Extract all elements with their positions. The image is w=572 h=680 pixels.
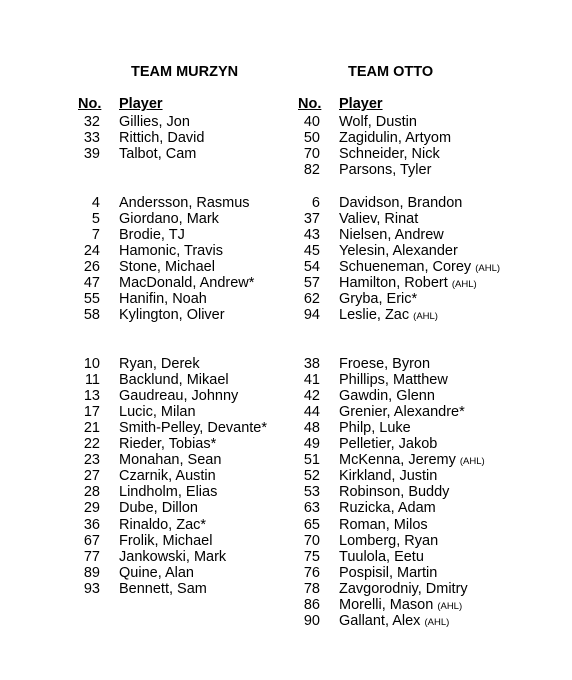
- player-name-text: Davidson, Brandon: [339, 194, 463, 211]
- player-name-text: McKenna, Jeremy: [339, 452, 456, 469]
- player-name-text: Hamilton, Robert: [339, 275, 448, 291]
- player-name: [339, 404, 465, 420]
- player-row: [78, 452, 308, 468]
- player-row: [298, 307, 528, 323]
- player-name-text: Hamonic, Travis: [119, 242, 223, 259]
- player-name: [119, 307, 225, 323]
- player-row: [78, 484, 308, 500]
- player-number: 21: [83, 419, 100, 436]
- player-row: [78, 533, 308, 549]
- player-name: [339, 307, 438, 325]
- player-name: [119, 549, 226, 565]
- player-name: [339, 468, 437, 484]
- player-name: [339, 114, 417, 130]
- player-number: 29: [83, 500, 100, 517]
- player-name-text: Rittich, David: [119, 130, 205, 147]
- player-number: 57: [303, 275, 320, 291]
- player-row: [78, 372, 308, 388]
- player-number: 65: [303, 516, 320, 533]
- player-row: [78, 468, 308, 484]
- player-number: 32: [83, 114, 100, 130]
- player-number: 11: [84, 371, 100, 388]
- player-name-text: Gillies, Jon: [119, 114, 190, 130]
- player-name-text: Morelli, Mason: [339, 597, 434, 613]
- player-row: [78, 307, 308, 323]
- player-number: 27: [83, 468, 100, 485]
- player-name-text: Rieder, Tobias*: [119, 436, 217, 452]
- player-number: 70: [303, 146, 320, 163]
- player-name-text: Smith-Pelley, Devante*: [119, 419, 268, 436]
- player-number: 70: [303, 532, 320, 549]
- player-row: [78, 404, 308, 420]
- player-name: [119, 275, 254, 291]
- player-name-text: Philp, Luke: [339, 419, 411, 436]
- player-name-text: Gaudreau, Johnny: [119, 387, 239, 404]
- player-name-text: Tuulola, Eetu: [339, 548, 424, 565]
- player-number: 7: [91, 226, 100, 243]
- player-name-text: Nielsen, Andrew: [339, 226, 444, 243]
- player-name: [339, 436, 437, 452]
- player-name: [339, 227, 444, 243]
- ahl-tag: (AHL): [459, 456, 485, 468]
- player-number: 94: [303, 307, 320, 324]
- player-row: [78, 356, 308, 372]
- player-number: 44: [303, 403, 320, 420]
- player-name: [339, 533, 438, 549]
- player-row: [78, 211, 308, 227]
- player-row: [298, 452, 528, 468]
- player-name-text: Phillips, Matthew: [339, 371, 448, 388]
- player-name-text: Monahan, Sean: [119, 452, 222, 469]
- player-name-text: Hanifin, Noah: [119, 291, 207, 308]
- player-name-text: Zagidulin, Artyom: [339, 130, 452, 147]
- player-row: [298, 291, 528, 307]
- player-number: 5: [91, 210, 100, 227]
- player-row: [298, 259, 528, 275]
- player-name-text: Brodie, TJ: [119, 226, 185, 243]
- player-row: [298, 372, 528, 388]
- player-name: [119, 581, 207, 597]
- player-name-text: Grenier, Alexandre*: [339, 403, 465, 420]
- player-number: 90: [303, 613, 320, 630]
- player-name: [119, 484, 217, 500]
- player-number: 23: [83, 452, 100, 469]
- player-number: 75: [303, 548, 320, 565]
- player-name-text: Leslie, Zac: [339, 307, 410, 324]
- player-name: [119, 452, 221, 468]
- player-name: [339, 388, 435, 404]
- player-name-text: Backlund, Mikael: [119, 371, 229, 388]
- ahl-tag: (AHL): [437, 601, 463, 612]
- player-row: [298, 565, 528, 581]
- player-name-text: Andersson, Rasmus: [119, 194, 250, 211]
- player-name-text: Lucic, Milan: [119, 403, 196, 420]
- team-otto-roster: [298, 0, 528, 680]
- player-name: [119, 372, 229, 388]
- player-name-text: Rinaldo, Zac*: [119, 516, 207, 533]
- player-number: 42: [303, 387, 320, 404]
- player-name-text: Zavgorodniy, Dmitry: [339, 580, 468, 597]
- player-name-text: Quine, Alan: [119, 564, 194, 581]
- team-otto-title: TEAM OTTO: [348, 64, 434, 80]
- player-number: 76: [303, 564, 320, 581]
- number-column-header: No.: [298, 96, 322, 112]
- player-row: [78, 275, 308, 291]
- player-row: [78, 581, 308, 597]
- player-row: [78, 291, 308, 307]
- player-number: 28: [83, 484, 100, 501]
- player-name: [119, 227, 185, 243]
- player-row: [298, 275, 528, 291]
- player-row: [298, 356, 528, 372]
- player-row: [298, 468, 528, 484]
- player-number: 49: [303, 436, 320, 452]
- player-name: [119, 356, 200, 372]
- player-name-text: Giordano, Mark: [119, 210, 219, 227]
- player-number: 13: [83, 387, 100, 404]
- player-name: [119, 436, 216, 452]
- player-name-text: Pospisil, Martin: [339, 564, 438, 581]
- player-name-text: Ryan, Derek: [119, 355, 200, 372]
- player-row: [298, 114, 528, 130]
- player-name-text: Bennett, Sam: [119, 580, 207, 597]
- player-row: [298, 533, 528, 549]
- player-name: [119, 565, 194, 581]
- player-number: 24: [83, 242, 100, 259]
- player-number: 45: [303, 242, 320, 259]
- player-name-text: Parsons, Tyler: [339, 162, 432, 179]
- player-number: 93: [83, 580, 100, 597]
- ahl-tag: (AHL): [424, 617, 450, 629]
- player-row: [78, 146, 308, 162]
- player-number: 41: [303, 371, 320, 388]
- player-name: [119, 468, 216, 484]
- player-number: 89: [83, 564, 100, 581]
- team-murzyn-roster: [78, 0, 308, 680]
- player-row: [298, 227, 528, 243]
- player-name: [119, 130, 204, 146]
- player-name-text: Valiev, Rinat: [339, 210, 419, 227]
- player-name-text: Schneider, Nick: [339, 146, 440, 163]
- player-row: [78, 243, 308, 259]
- player-number: 63: [303, 500, 320, 517]
- player-name: [339, 146, 440, 162]
- number-column-header: No.: [78, 96, 102, 112]
- player-number: 33: [83, 130, 100, 147]
- player-number: 54: [303, 258, 320, 275]
- player-number: 39: [83, 146, 100, 163]
- player-name: [119, 533, 212, 549]
- player-name: [339, 565, 437, 581]
- player-name: [339, 484, 449, 500]
- player-name-text: Jankowski, Mark: [119, 548, 227, 565]
- player-row: [298, 388, 528, 404]
- player-number: 43: [303, 226, 320, 243]
- player-row: [298, 195, 528, 211]
- player-name: [339, 291, 417, 307]
- player-row: [298, 146, 528, 162]
- player-name-text: Wolf, Dustin: [339, 114, 417, 130]
- player-name-text: Lomberg, Ryan: [339, 532, 439, 549]
- player-name: [339, 372, 448, 388]
- player-name: [119, 388, 238, 404]
- player-name: [119, 211, 219, 227]
- player-row: [78, 565, 308, 581]
- player-number: 22: [83, 436, 100, 452]
- player-row: [78, 130, 308, 146]
- player-name-text: Talbot, Cam: [119, 146, 197, 163]
- player-name-text: Stone, Michael: [119, 258, 215, 275]
- ahl-tag: (AHL): [475, 262, 501, 274]
- player-number: 50: [303, 130, 320, 147]
- player-number: 4: [91, 194, 100, 211]
- player-number: 77: [83, 548, 100, 565]
- player-row: [298, 211, 528, 227]
- player-column-header: Player: [339, 96, 383, 112]
- player-name: [119, 420, 267, 436]
- player-name: [119, 404, 196, 420]
- player-name: [339, 243, 458, 259]
- player-name-text: Gawdin, Glenn: [339, 387, 435, 404]
- player-number: 48: [303, 419, 320, 436]
- player-name-text: Gryba, Eric*: [339, 291, 418, 308]
- player-number: 82: [303, 162, 320, 179]
- player-number: 10: [83, 355, 100, 372]
- ahl-tag: (AHL): [413, 311, 438, 323]
- player-name: [339, 613, 449, 631]
- player-row: [298, 613, 528, 629]
- player-name: [119, 146, 196, 162]
- player-name: [339, 130, 451, 146]
- player-row: [78, 114, 308, 130]
- player-number: 58: [83, 307, 100, 324]
- player-name-text: Gallant, Alex: [339, 613, 421, 630]
- player-name: [119, 114, 190, 130]
- player-number: 52: [303, 468, 320, 485]
- player-name: [119, 195, 250, 211]
- player-row: [298, 549, 528, 565]
- player-name: [339, 581, 468, 597]
- player-row: [298, 130, 528, 146]
- player-name-text: MacDonald, Andrew*: [119, 275, 255, 291]
- player-name: [339, 420, 411, 436]
- player-number: 40: [303, 114, 320, 130]
- player-name-text: Schueneman, Corey: [339, 258, 472, 275]
- player-row: [78, 500, 308, 516]
- team-murzyn-title: TEAM MURZYN: [131, 64, 239, 80]
- player-number: 36: [83, 516, 100, 533]
- player-row: [298, 420, 528, 436]
- player-name: [339, 549, 424, 565]
- player-name: [119, 259, 215, 275]
- player-name: [339, 517, 428, 533]
- player-name: [339, 162, 431, 178]
- player-row: [298, 243, 528, 259]
- player-name-text: Froese, Byron: [339, 355, 431, 372]
- player-name: [339, 211, 418, 227]
- player-number: 78: [303, 580, 320, 597]
- player-name-text: Robinson, Buddy: [339, 484, 450, 501]
- player-number: 86: [303, 597, 320, 613]
- player-name: [339, 356, 430, 372]
- player-number: 6: [311, 194, 320, 211]
- player-number: 55: [83, 291, 100, 308]
- player-row: [78, 549, 308, 565]
- player-row: [298, 597, 528, 613]
- player-row: [78, 227, 308, 243]
- player-number: 17: [83, 403, 100, 420]
- player-name-text: Yelesin, Alexander: [339, 242, 458, 259]
- player-row: [298, 484, 528, 500]
- player-row: [298, 517, 528, 533]
- player-row: [298, 162, 528, 178]
- player-row: [78, 195, 308, 211]
- player-row: [78, 436, 308, 452]
- player-row: [78, 420, 308, 436]
- player-name: [119, 500, 198, 516]
- ahl-tag: (AHL): [451, 279, 477, 290]
- player-name-text: Lindholm, Elias: [119, 484, 218, 501]
- player-number: 51: [303, 452, 320, 469]
- player-number: 67: [83, 532, 100, 549]
- player-row: [78, 388, 308, 404]
- player-number: 62: [303, 291, 320, 308]
- player-name-text: Frolik, Michael: [119, 532, 213, 549]
- player-number: 26: [83, 258, 100, 275]
- player-name-text: Ruzicka, Adam: [339, 500, 436, 517]
- player-number: 53: [303, 484, 320, 501]
- player-column-header: Player: [119, 96, 163, 112]
- player-row: [298, 404, 528, 420]
- player-row: [78, 259, 308, 275]
- player-row: [298, 581, 528, 597]
- player-name-text: Roman, Milos: [339, 516, 428, 533]
- player-number: 47: [83, 275, 100, 291]
- player-name-text: Kylington, Oliver: [119, 307, 225, 324]
- player-row: [298, 436, 528, 452]
- player-name: [339, 195, 462, 211]
- player-name-text: Pelletier, Jakob: [339, 436, 438, 452]
- player-row: [78, 517, 308, 533]
- player-number: 38: [303, 355, 320, 372]
- player-name-text: Dube, Dillon: [119, 500, 198, 517]
- player-name-text: Kirkland, Justin: [339, 468, 438, 485]
- player-name: [119, 291, 207, 307]
- player-name: [119, 517, 206, 533]
- player-name: [339, 500, 436, 516]
- player-number: 37: [303, 210, 320, 227]
- player-name-text: Czarnik, Austin: [119, 468, 216, 485]
- player-name: [119, 243, 223, 259]
- player-row: [298, 500, 528, 516]
